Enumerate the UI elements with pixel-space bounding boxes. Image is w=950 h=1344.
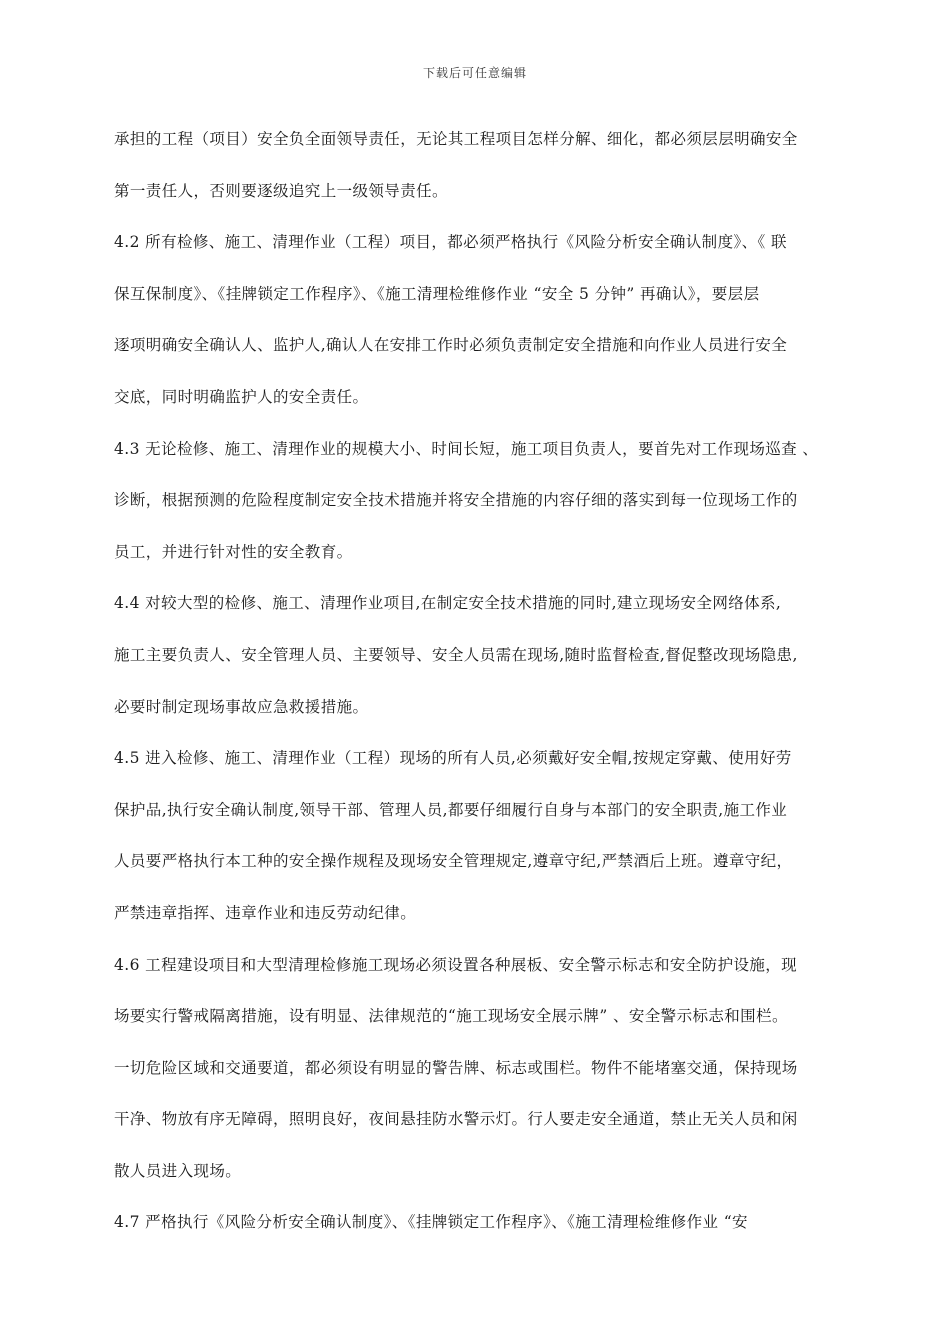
body-line: 干净、物放有序无障碍，照明良好，夜间悬挂防水警示灯。行人要走安全通道，禁止无关人员和闲 xyxy=(114,1110,798,1129)
header-note: 下载后可任意编辑 xyxy=(422,66,527,80)
body-line: 诊断，根据预测的危险程度制定安全技术措施并将安全措施的内容仔细的落实到每一位现场工作的 xyxy=(114,491,798,510)
body-line: 4.6 工程建设项目和大型清理检修施工现场必须设置各种展板、安全警示标志和安全防护设施，现 xyxy=(114,955,798,974)
body-line: 保护品,执行安全确认制度,领导干部、管理人员,都要仔细履行自身与本部门的安全职责,施工作业 xyxy=(114,800,788,819)
body-line: 必要时制定现场事故应急救援措施。 xyxy=(114,697,369,716)
body-line: 严禁违章指挥、违章作业和违反劳动纪律。 xyxy=(114,903,417,922)
body-line: 人员要严格执行本工种的安全操作规程及现场安全管理规定,遵章守纪,严禁酒后上班。遵章守纪， xyxy=(114,852,793,871)
body-line: 承担的工程（项目）安全负全面领导责任，无论其工程项目怎样分解、细化，都必须层层明确安全 xyxy=(114,130,798,148)
body-line: 一切危险区域和交通要道，都必须设有明显的警告牌、标志或围栏。物件不能堵塞交通，保持现场 xyxy=(114,1058,798,1077)
body-line: 员工，并进行针对性的安全教育。 xyxy=(114,542,353,561)
body-line: 散人员进入现场。 xyxy=(114,1161,242,1180)
body-line: 第一责任人，否则要逐级追究上一级领导责任。 xyxy=(114,181,448,200)
body-line: 4.3 无论检修、施工、清理作业的规模大小、时间长短，施工项目负责人，要首先对工作现场巡查 、 xyxy=(114,439,819,458)
document-body xyxy=(114,120,844,1255)
body-line: 4.7 严格执行《风险分析安全确认制度》、《挂牌锁定工作程序》、《施工清理检维修作业 “安 xyxy=(114,1213,748,1232)
body-line: 保互保制度》、《挂牌锁定工作程序》、《施工清理检维修作业 “安全 5 分钟” 再确认》，要层层 xyxy=(114,284,760,303)
body-line: 4.4 对较大型的检修、施工、清理作业项目,在制定安全技术措施的同时,建立现场安全网络体系, xyxy=(114,594,782,613)
body-line: 场要实行警戒隔离措施，设有明显、法律规范的“施工现场安全展示牌” 、安全警示标志和围栏。 xyxy=(114,1007,788,1026)
body-line: 施工主要负责人、安全管理人员、主要领导、安全人员需在现场,随时监督检查,督促整改现场隐患, xyxy=(114,645,798,664)
body-line: 交底，同时明确监护人的安全责任。 xyxy=(114,387,369,406)
body-line: 逐项明确安全确认人、监护人,确认人在安排工作时必须负责制定安全措施和向作业人员进行安全 xyxy=(114,336,788,355)
body-line: 4.2 所有检修、施工、清理作业（工程）项目，都必须严格执行《风险分析安全确认制度》、《 联 xyxy=(114,233,787,252)
body-line: 4.5 进入检修、施工、清理作业（工程）现场的所有人员,必须戴好安全帽,按规定穿戴、使用好劳 xyxy=(114,749,792,768)
